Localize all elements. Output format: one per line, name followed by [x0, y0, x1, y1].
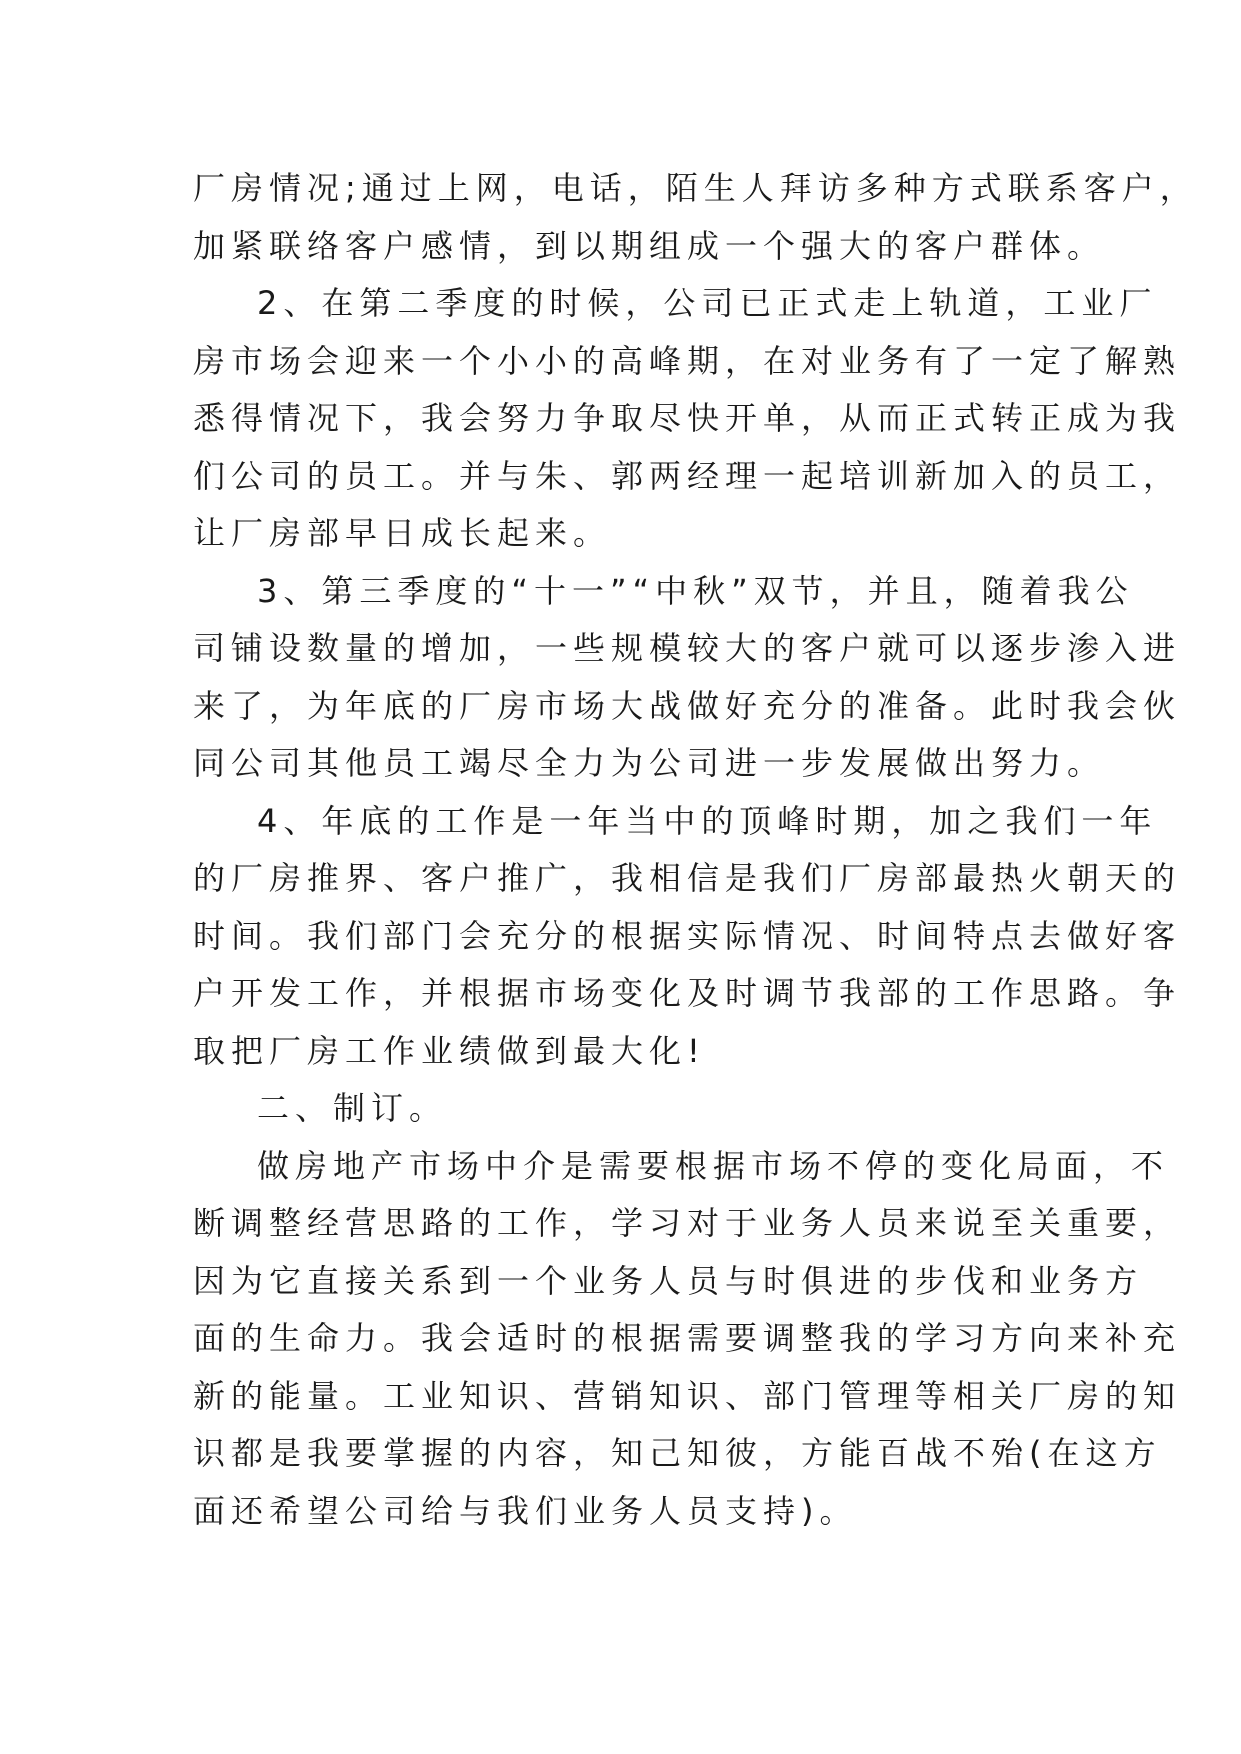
text-line: 时间。我们部门会充分的根据实际情况、时间特点去做好客 [193, 916, 1182, 955]
text-line: 断调整经营思路的工作，学习对于业务人员来说至关重要， [193, 1204, 1182, 1242]
text-line: 面的生命力。我会适时的根据需要调整我的学习方向来补充 [193, 1319, 1182, 1357]
text-line: 们公司的员工。并与朱、郭两经理一起培训新加入的员工， [193, 456, 1182, 495]
text-line: 同公司其他员工竭尽全力为公司进一步发展做出努力。 [193, 744, 1106, 782]
text-line: 3、第三季度的“十一”“中秋”双节，并且，随着我公 [257, 571, 1134, 610]
section-heading: 二、制订。 [257, 1089, 448, 1127]
text-line: 做房地产市场中介是需要根据市场不停的变化局面，不 [257, 1146, 1170, 1185]
text-line: 厂房情况;通过上网，电话，陌生人拜访多种方式联系客户， [193, 169, 1198, 207]
text-line: 面还希望公司给与我们业务人员支持)。 [193, 1491, 858, 1530]
text-line: 悉得情况下，我会努力争取尽快开单，从而正式转正成为我 [193, 399, 1182, 437]
text-line: 户开发工作，并根据市场变化及时调节我部的工作思路。争 [193, 974, 1182, 1012]
text-line: 新的能量。工业知识、营销知识、部门管理等相关厂房的知 [193, 1376, 1182, 1415]
text-line: 司铺设数量的增加，一些规模较大的客户就可以逐步渗入进 [193, 629, 1182, 667]
text-line: 4、年底的工作是一年当中的顶峰时期，加之我们一年 [257, 801, 1158, 840]
text-line: 加紧联络客户感情，到以期组成一个强大的客户群体。 [193, 226, 1106, 265]
text-line: 让厂房部早日成长起来。 [193, 514, 612, 552]
text-line: 识都是我要掌握的内容，知己知彼，方能百战不殆(在这方 [193, 1434, 1162, 1472]
text-line: 因为它直接关系到一个业务人员与时俱进的步伐和业务方 [193, 1261, 1144, 1300]
text-line: 来了，为年底的厂房市场大战做好充分的准备。此时我会伙 [193, 686, 1182, 725]
document-body [193, 160, 1198, 1540]
text-line: 2、在第二季度的时候，公司已正式走上轨道，工业厂 [257, 284, 1158, 322]
text-line: 的厂房推界、客户推广，我相信是我们厂房部最热火朝天的 [193, 859, 1182, 897]
text-line: 取把厂房工作业绩做到最大化! [193, 1031, 706, 1070]
text-line: 房市场会迎来一个小小的高峰期，在对业务有了一定了解熟 [193, 341, 1182, 380]
